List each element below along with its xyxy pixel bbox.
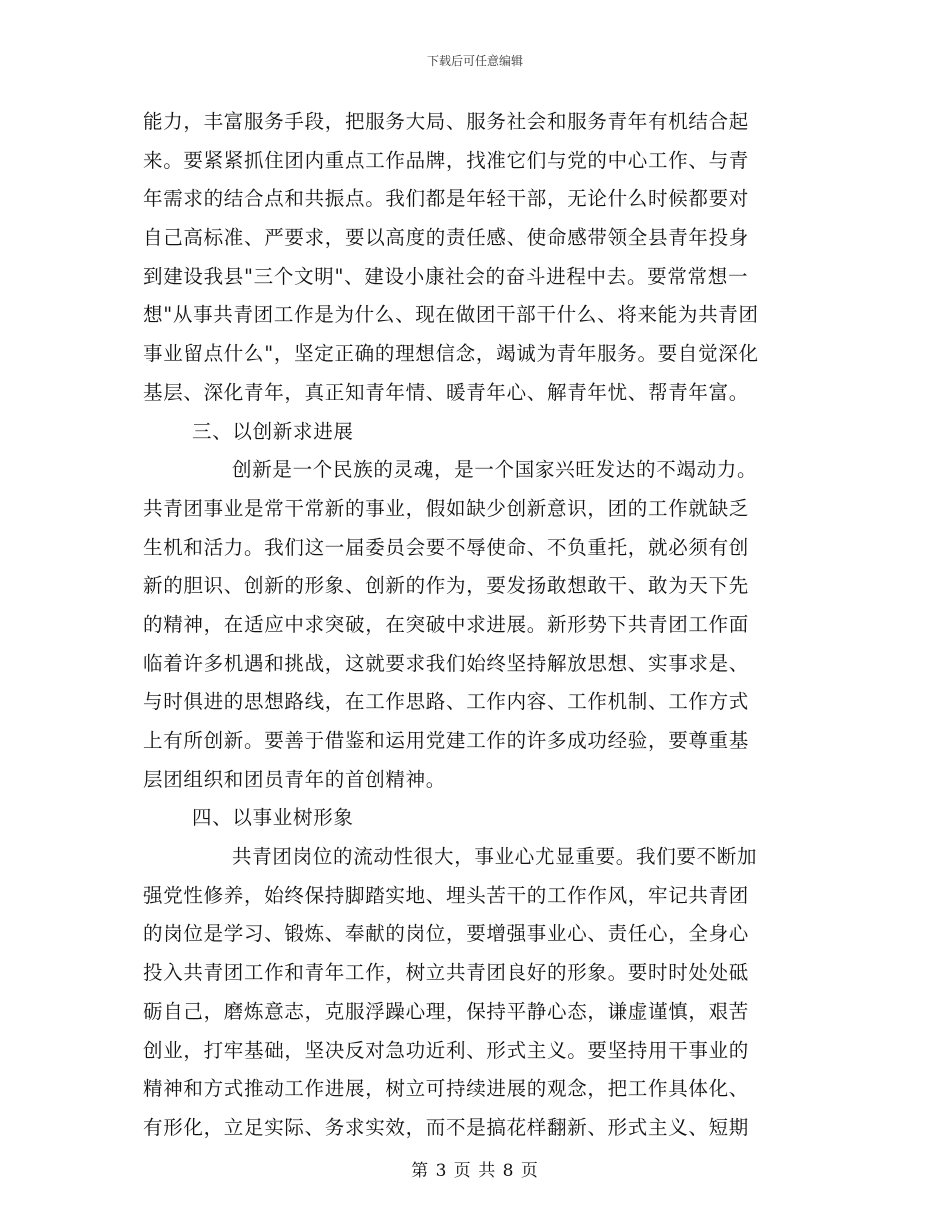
text-line: 年需求的结合点和共振点。我们都是年轻干部，无论什么时候都要对 (143, 187, 750, 211)
text-line: 上有所创新。要善于借鉴和运用党建工作的许多成功经验，要尊重基 (143, 729, 750, 752)
text-line: 临着许多机遇和挑战，这就要求我们始终坚持解放思想、实事求是、 (143, 651, 750, 675)
text-line: 自己高标准、严要求，要以高度的责任感、使命感带领全县青年投身 (143, 226, 750, 250)
page-header: 下载后可任意编辑 (426, 54, 523, 68)
text-line: 的精神，在适应中求突破，在突破中求进展。新形势下共青团工作面 (143, 612, 750, 636)
text-line: 投入共青团工作和青年工作，树立共青团良好的形象。要时时处处砥 (143, 961, 750, 985)
text-line: 强党性修养，始终保持脚踏实地、埋头苦干的工作作风，牢记共青团 (143, 883, 750, 907)
text-line: 来。要紧紧抓住团内重点工作品牌，找准它们与党的中心工作、与青 (143, 148, 750, 172)
text-line: 生机和活力。我们这一届委员会要不辱使命、不负重托，就必须有创 (143, 535, 750, 559)
text-line: 有形化，立足实际、务求实效，而不是搞花样翻新、形式主义、短期 (143, 1115, 750, 1139)
text-line: 能力，丰富服务手段，把服务大局、服务社会和服务青年有机结合起 (143, 110, 750, 133)
text-line: 共青团岗位的流动性很大，事业心尤显重要。我们要不断加 (232, 845, 758, 869)
text-line: 创新是一个民族的灵魂，是一个国家兴旺发达的不竭动力。 (232, 458, 758, 482)
text-line: 的岗位是学习、锻炼、奉献的岗位，要增强事业心、责任心，全身心 (143, 922, 750, 946)
section-heading: 四、以事业树形象 (192, 806, 354, 830)
text-line: 到建设我县"三个文明"、建设小康社会的奋斗进程中去。要常常想一 (143, 264, 749, 288)
text-line: 想"从事共青团工作是为什么、现在做团干部干什么、将来能为共青团 (143, 303, 759, 327)
body-text (143, 103, 803, 1148)
text-line: 砺自己，磨炼意志，克服浮躁心理，保持平静心态，谦虚谨慎，艰苦 (143, 999, 750, 1023)
text-line: 共青团事业是常干常新的事业，假如缺少创新意识，团的工作就缺乏 (143, 496, 750, 520)
text-line: 创业，打牢基础，坚决反对急功近利、形式主义。要坚持用干事业的 (143, 1038, 750, 1062)
text-line: 基层、深化青年，真正知青年情、暖青年心、解青年忧、帮青年富。 (143, 380, 750, 404)
section-heading: 三、以创新求进展 (192, 419, 354, 443)
text-line: 精神和方式推动工作进展，树立可持续进展的观念，把工作具体化、 (143, 1077, 750, 1101)
text-line: 新的胆识、创新的形象、创新的作为，要发扬敢想敢干、敢为天下先 (143, 574, 750, 598)
page-number: 第 3 页 共 8 页 (411, 1161, 539, 1181)
text-line: 层团组织和团员青年的首创精神。 (143, 767, 447, 791)
text-line: 与时俱进的思想路线，在工作思路、工作内容、工作机制、工作方式 (143, 690, 750, 714)
text-line: 事业留点什么"，坚定正确的理想信念，竭诚为青年服务。要自觉深化 (143, 342, 759, 366)
